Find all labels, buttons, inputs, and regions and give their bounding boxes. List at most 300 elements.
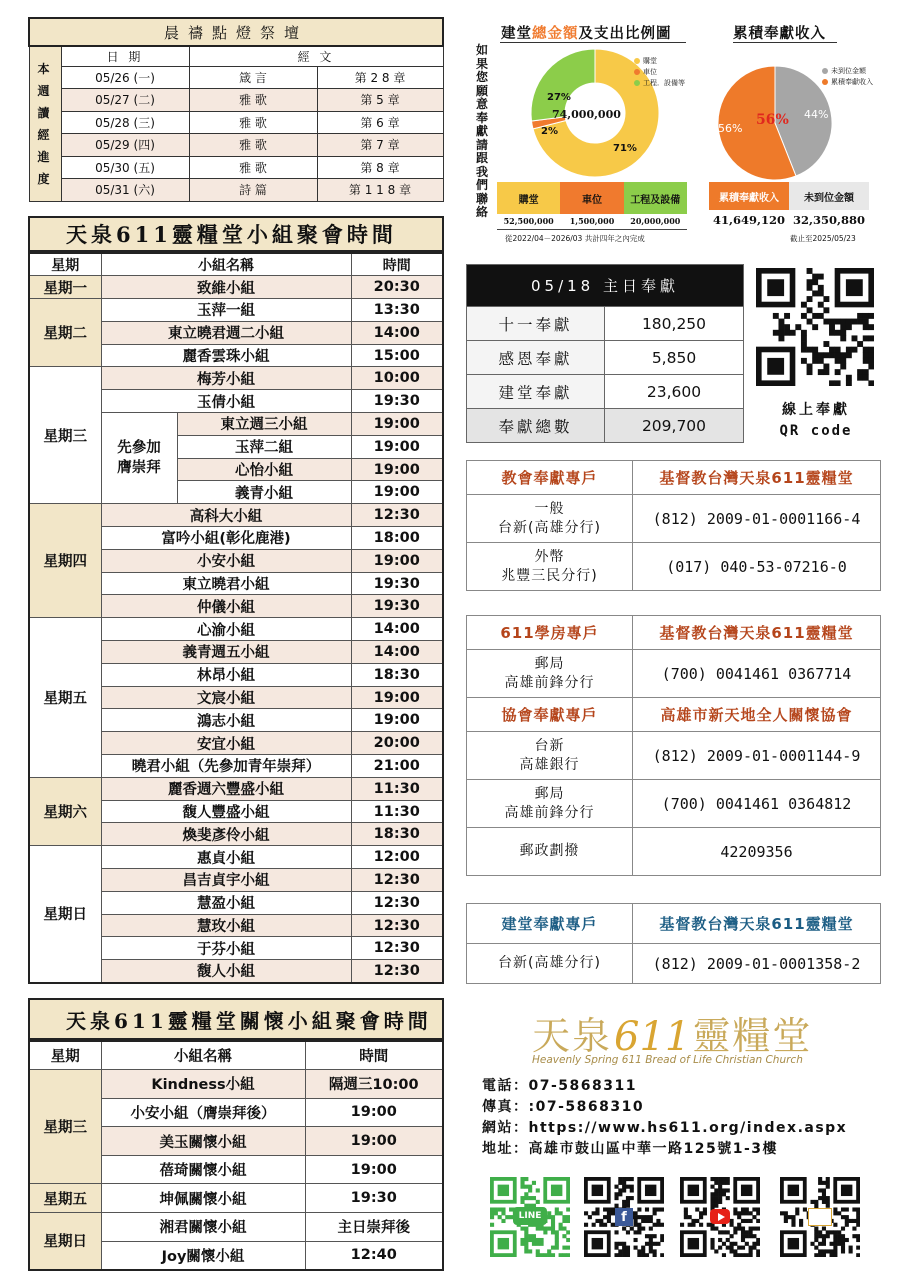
qr-module <box>656 1242 660 1246</box>
income-footnote: 截止至2025/05/23 <box>790 234 856 243</box>
qr-module <box>841 1215 845 1219</box>
qr-module <box>730 1219 734 1223</box>
qr-module <box>592 1223 596 1227</box>
qr-module <box>551 1230 555 1234</box>
qr-module <box>618 1242 622 1246</box>
qr-module <box>595 1219 599 1223</box>
qr-module <box>741 1234 745 1238</box>
qr-module <box>614 1196 618 1200</box>
qr-module <box>863 324 869 330</box>
qr-module <box>868 364 874 370</box>
qr-module <box>778 330 784 336</box>
qr-module <box>490 1207 494 1211</box>
qr-module <box>699 1211 703 1215</box>
qr-module <box>641 1215 645 1219</box>
qr-module <box>856 1207 860 1211</box>
qr-module <box>714 1181 718 1185</box>
qr-module <box>791 1215 795 1219</box>
table-row: 東立曉君小組 19:30 <box>29 572 443 595</box>
qr-module <box>856 1215 860 1219</box>
qr-module <box>784 1215 788 1219</box>
qr-module <box>852 1219 856 1223</box>
qr-module <box>778 319 784 325</box>
qr-module <box>756 1242 760 1246</box>
groups-sub-label: 先參加 膺崇拜 <box>101 413 177 504</box>
qr-module <box>714 1196 718 1200</box>
table-row: 東立曉君週二小組 14:00 <box>29 321 443 344</box>
qr-module <box>807 296 813 302</box>
qr-module <box>520 1238 524 1242</box>
qr-module <box>524 1192 528 1196</box>
qr-module <box>684 1211 688 1215</box>
qr-module <box>826 1177 830 1181</box>
qr-module <box>498 1185 509 1196</box>
qr-module <box>634 1219 638 1223</box>
qr-module <box>801 341 807 347</box>
pct-c: 27% <box>547 92 571 103</box>
qr-module <box>741 1185 752 1196</box>
qr-module <box>528 1196 532 1200</box>
qr-module <box>863 358 869 364</box>
income-center-pct: 56% <box>756 112 789 128</box>
contact-note-vertical: 如 果 您 願 意 奉 獻 請 跟 我 們 聯 絡 <box>475 43 488 219</box>
qr-module <box>718 1196 722 1200</box>
qr-module <box>528 1188 532 1192</box>
logo-mini-icon <box>808 1208 832 1226</box>
table-row: 先參加 膺崇拜 東立週三小組 19:00 <box>29 413 443 436</box>
reading-row: 05/27 (二) 雅 歌 第 5 章 <box>29 89 443 112</box>
qr-module <box>749 1246 753 1250</box>
school-account-title: 611學房專戶 <box>467 616 633 650</box>
groups-header-name: 小組名稱 <box>101 253 351 276</box>
offering-table <box>466 264 744 443</box>
reading-schedule-table <box>28 17 444 202</box>
qr-module <box>614 1253 618 1257</box>
table-row: 林昂小組 18:30 <box>29 663 443 686</box>
qr-module <box>841 1234 845 1238</box>
qr-module <box>607 1211 611 1215</box>
table-row: 郵政劃撥 42209356 <box>467 828 881 876</box>
qr-module <box>807 307 813 313</box>
qr-module <box>540 1227 544 1231</box>
qr-module <box>830 1249 834 1253</box>
legend-dot <box>634 69 640 75</box>
qr-module <box>829 380 835 386</box>
table-row: 昌吉貞宇小組 12:30 <box>29 869 443 892</box>
qr-module <box>726 1188 730 1192</box>
qr-module <box>551 1227 555 1231</box>
building-account-name: 基督教台灣天泉611靈糧堂 <box>633 904 881 944</box>
qr-module <box>630 1185 634 1189</box>
qr-module <box>846 380 852 386</box>
qr-module <box>826 1249 830 1253</box>
qr-module <box>837 1234 841 1238</box>
building-account-title: 建堂奉獻專戶 <box>467 904 633 944</box>
qr-module <box>833 1238 837 1242</box>
qr-module <box>737 1227 741 1231</box>
qr-module <box>856 1246 860 1250</box>
qr-module <box>833 1253 837 1257</box>
qr-module <box>622 1185 626 1189</box>
qr-module <box>726 1181 730 1185</box>
qr-module <box>641 1249 645 1253</box>
qr-module <box>856 1219 860 1223</box>
reading-row: 05/28 (三) 雅 歌 第 6 章 <box>29 111 443 134</box>
table-row: 義青小組 19:00 <box>29 481 443 504</box>
youtube-icon <box>710 1209 730 1224</box>
qr-module <box>718 1238 722 1242</box>
pct-b: 2% <box>541 126 558 137</box>
qr-module <box>863 313 869 319</box>
qr-module <box>752 1227 756 1231</box>
qr-module <box>822 1238 826 1242</box>
qr-module <box>826 1196 830 1200</box>
table-row: 星期六 麗香週六豐盛小組 11:30 <box>29 777 443 800</box>
qr-module <box>528 1185 532 1189</box>
qr-module <box>524 1196 528 1200</box>
qr-module <box>547 1249 551 1253</box>
qr-module <box>501 1207 505 1211</box>
qr-module <box>559 1223 563 1227</box>
qr-module <box>833 1246 837 1250</box>
qr-module <box>490 1215 494 1219</box>
table-row: 馥人小組 12:30 <box>29 960 443 983</box>
income-legend: 未到位金額 累積奉獻收入 <box>822 66 873 88</box>
table-row: 感恩奉獻 5,850 <box>467 341 744 375</box>
qr-module <box>846 279 863 296</box>
table-row: 星期一 致維小組 20:30 <box>29 276 443 299</box>
table-row: 煥斐彥伶小組 18:30 <box>29 823 443 846</box>
table-row: 星期五 坤佩關懷小組 19:30 <box>29 1184 443 1213</box>
contact-info <box>482 1076 847 1160</box>
qr-module <box>614 1230 618 1234</box>
table-row: 星期三 梅芳小組 10:00 <box>29 367 443 390</box>
qr-module <box>856 1238 860 1242</box>
income-pct-right: 44% <box>804 108 829 121</box>
qr-module <box>660 1223 664 1227</box>
qr-module <box>645 1219 649 1223</box>
qr-module <box>551 1253 555 1257</box>
church-account-name: 基督教台灣天泉611靈糧堂 <box>633 461 881 495</box>
qr-module <box>622 1227 626 1231</box>
facebook-icon: f <box>615 1208 633 1226</box>
qr-module <box>812 279 818 285</box>
qr-module <box>752 1234 756 1238</box>
qr-module <box>524 1242 528 1246</box>
qr-module <box>710 1227 714 1231</box>
table-row: 仲儀小組 19:30 <box>29 595 443 618</box>
offering-title: 05/18 主日奉獻 <box>467 265 744 307</box>
qr-module <box>790 330 796 336</box>
address: 地址：高雄市鼓山區中華一路125號1-3樓 <box>482 1141 779 1157</box>
qr-module <box>680 1223 684 1227</box>
qr-module <box>784 1211 788 1215</box>
qr-module <box>837 1242 841 1246</box>
qr-module <box>829 330 835 336</box>
qr-module <box>784 324 790 330</box>
qr-module <box>599 1219 603 1223</box>
qr-module <box>566 1238 570 1242</box>
qr-module <box>649 1219 653 1223</box>
website-link[interactable]: 網站：https://www.hs611.org/index.aspx <box>482 1120 848 1136</box>
table-row: 鴻志小組 19:00 <box>29 709 443 732</box>
qr-module <box>812 352 818 358</box>
building-breakdown-labels: 購堂 車位 工程及設備 <box>497 182 687 214</box>
qr-module <box>840 319 846 325</box>
qr-module <box>841 1185 852 1196</box>
qr-module <box>845 1219 849 1223</box>
line-icon: LINE <box>513 1207 547 1225</box>
income-breakdown-labels: 累積奉獻收入 未到位金額 <box>709 182 869 210</box>
qr-module <box>807 285 813 291</box>
qr-caption: 線上奉獻 QR code <box>779 402 853 439</box>
qr-module <box>494 1211 498 1215</box>
qr-module <box>543 1227 547 1231</box>
groups-title: 天泉611靈糧堂小組聚會時間 <box>28 216 444 252</box>
building-account-table <box>466 903 881 984</box>
qr-module <box>857 319 863 325</box>
qr-module <box>733 1230 737 1234</box>
assoc-account-name: 高雄市新天地全人關懷協會 <box>633 698 881 732</box>
legend-dot <box>822 68 828 74</box>
qr-module <box>733 1253 737 1257</box>
qr-module <box>840 358 846 364</box>
qr-module <box>840 364 846 370</box>
qr-module <box>536 1253 540 1257</box>
qr-module <box>863 369 869 375</box>
qr-module <box>730 1223 734 1227</box>
qr-module <box>741 1207 745 1211</box>
qr-module <box>767 358 784 375</box>
qr-module <box>841 1246 845 1250</box>
care-header-day: 星期 <box>29 1041 101 1070</box>
qr-module <box>520 1242 524 1246</box>
qr-module <box>856 1253 860 1257</box>
qr-module <box>520 1200 524 1204</box>
qr-module <box>722 1230 726 1234</box>
qr-module <box>846 324 852 330</box>
building-center-value: 74,000,000 <box>552 108 621 121</box>
legend-dot <box>634 80 640 86</box>
qr-module <box>812 324 818 330</box>
qr-module <box>660 1207 664 1211</box>
qr-module <box>807 364 813 370</box>
qr-module <box>551 1219 555 1223</box>
qr-module <box>555 1211 559 1215</box>
pct-a: 71% <box>613 143 637 154</box>
qr-module <box>494 1207 498 1211</box>
qr-module <box>826 1200 830 1204</box>
qr-module <box>846 352 852 358</box>
reading-header-date: 日 期 <box>61 46 189 66</box>
qr-module <box>551 1246 555 1250</box>
online-offering-qr-icon[interactable] <box>756 268 874 386</box>
qr-module <box>818 1230 822 1234</box>
qr-module <box>756 1249 760 1253</box>
qr-module <box>863 375 869 381</box>
table-row: 美玉關懷小組 19:00 <box>29 1127 443 1156</box>
qr-module <box>566 1246 570 1250</box>
qr-module <box>637 1230 641 1234</box>
building-chart-title: 建堂總金額及支出比例圖 <box>501 26 672 42</box>
school-account-name: 基督教台灣天泉611靈糧堂 <box>633 616 881 650</box>
qr-module <box>835 380 841 386</box>
qr-module <box>710 1185 714 1189</box>
qr-module <box>852 1207 856 1211</box>
qr-module <box>645 1234 649 1238</box>
qr-module <box>626 1177 630 1181</box>
qr-module <box>791 1219 795 1223</box>
qr-module <box>780 1211 784 1215</box>
qr-module <box>829 347 835 353</box>
table-row: 玉倩小組 19:30 <box>29 390 443 413</box>
qr-module <box>614 1185 618 1189</box>
reading-side-label: 本 週 讀 經 進 度 <box>29 46 61 201</box>
qr-module <box>852 335 858 341</box>
qr-module <box>749 1234 753 1238</box>
qr-module <box>714 1200 718 1204</box>
qr-module <box>812 274 818 280</box>
table-row: 郵局 高雄前鋒分行 (700) 0041461 0364812 <box>467 780 881 828</box>
qr-module <box>733 1211 737 1215</box>
qr-module <box>814 1230 818 1234</box>
qr-module <box>653 1242 657 1246</box>
qr-module <box>852 347 858 353</box>
qr-module <box>551 1223 555 1227</box>
qr-module <box>634 1223 638 1227</box>
qr-module <box>618 1177 622 1181</box>
reading-row: 05/30 (五) 雅 歌 第 8 章 <box>29 156 443 179</box>
qr-module <box>745 1230 749 1234</box>
qr-module <box>840 335 846 341</box>
qr-module <box>812 313 818 319</box>
qr-module <box>710 1200 714 1204</box>
qr-module <box>818 1242 822 1246</box>
qr-module <box>868 352 874 358</box>
qr-module <box>562 1219 566 1223</box>
qr-module <box>784 1219 788 1223</box>
qr-module <box>818 358 824 364</box>
qr-module <box>637 1249 641 1253</box>
qr-module <box>710 1238 714 1242</box>
qr-module <box>835 352 841 358</box>
qr-module <box>791 1223 795 1227</box>
qr-module <box>622 1181 626 1185</box>
qr-module <box>795 1207 799 1211</box>
qr-module <box>622 1249 626 1253</box>
qr-module <box>868 358 874 364</box>
qr-module <box>818 1253 822 1257</box>
qr-module <box>823 341 829 347</box>
church-account-table <box>466 460 881 591</box>
qr-module <box>490 1223 494 1227</box>
qr-module <box>710 1177 714 1181</box>
qr-module <box>826 1230 830 1234</box>
qr-module <box>595 1211 599 1215</box>
qr-module <box>830 1242 834 1246</box>
qr-module <box>688 1215 692 1219</box>
qr-module <box>555 1246 559 1250</box>
qr-module <box>699 1215 703 1219</box>
qr-module <box>722 1177 726 1181</box>
qr-module <box>555 1242 559 1246</box>
qr-module <box>592 1211 596 1215</box>
qr-module <box>520 1177 524 1181</box>
qr-module <box>562 1215 566 1219</box>
qr-module <box>614 1192 618 1196</box>
qr-module <box>733 1207 737 1211</box>
qr-module <box>520 1181 524 1185</box>
qr-module <box>649 1246 653 1250</box>
qr-module <box>749 1227 753 1231</box>
qr-module <box>637 1215 641 1219</box>
qr-module <box>833 1211 837 1215</box>
table-row: 外幣 兆豐三民分行) (017) 040-53-07216-0 <box>467 543 881 591</box>
qr-module <box>737 1223 741 1227</box>
qr-module <box>618 1249 622 1253</box>
qr-module <box>822 1249 826 1253</box>
table-row: 星期日 湘君關懷小組 主日崇拜後 <box>29 1213 443 1242</box>
qr-module <box>830 1253 834 1257</box>
qr-module <box>812 290 818 296</box>
qr-module <box>795 324 801 330</box>
table-row: 一般 台新(高雄分行) (812) 2009-01-0001166-4 <box>467 495 881 543</box>
church-logo: 天泉 611 靈糧堂 <box>532 1014 813 1060</box>
qr-module <box>528 1238 532 1242</box>
qr-module <box>756 1227 760 1231</box>
qr-module <box>749 1230 753 1234</box>
qr-module <box>645 1215 649 1219</box>
qr-module <box>788 1185 799 1196</box>
qr-module <box>778 335 784 341</box>
qr-module <box>645 1242 649 1246</box>
qr-module <box>835 358 841 364</box>
qr-module <box>710 1192 714 1196</box>
table-row: 義青週五小組 14:00 <box>29 641 443 664</box>
qr-module <box>823 307 829 313</box>
qr-module <box>726 1230 730 1234</box>
qr-module <box>551 1215 555 1219</box>
qr-module <box>812 358 818 364</box>
qr-module <box>718 1177 722 1181</box>
qr-module <box>536 1188 540 1192</box>
qr-module <box>863 319 869 325</box>
qr-module <box>630 1177 634 1181</box>
table-row: 星期四 高科大小組 12:30 <box>29 504 443 527</box>
assoc-account-title: 協會奉獻專戶 <box>467 698 633 732</box>
qr-module <box>641 1253 645 1257</box>
qr-module <box>830 1230 834 1234</box>
qr-module <box>845 1238 849 1242</box>
qr-module <box>562 1234 566 1238</box>
legend-dot <box>634 58 640 64</box>
qr-module <box>566 1253 570 1257</box>
qr-module <box>833 1249 837 1253</box>
qr-module <box>718 1230 722 1234</box>
table-row: 富吟小組(彰化鹿港) 18:00 <box>29 527 443 550</box>
reading-row: 05/29 (四) 雅 歌 第 7 章 <box>29 134 443 157</box>
qr-module <box>778 324 784 330</box>
qr-module <box>532 1196 536 1200</box>
qr-module <box>756 1253 760 1257</box>
qr-module <box>818 1249 822 1253</box>
qr-module <box>540 1238 544 1242</box>
qr-module <box>841 1242 845 1246</box>
qr-module <box>756 1211 760 1215</box>
qr-module <box>863 347 869 353</box>
qr-module <box>722 1253 726 1257</box>
qr-module <box>703 1207 707 1211</box>
